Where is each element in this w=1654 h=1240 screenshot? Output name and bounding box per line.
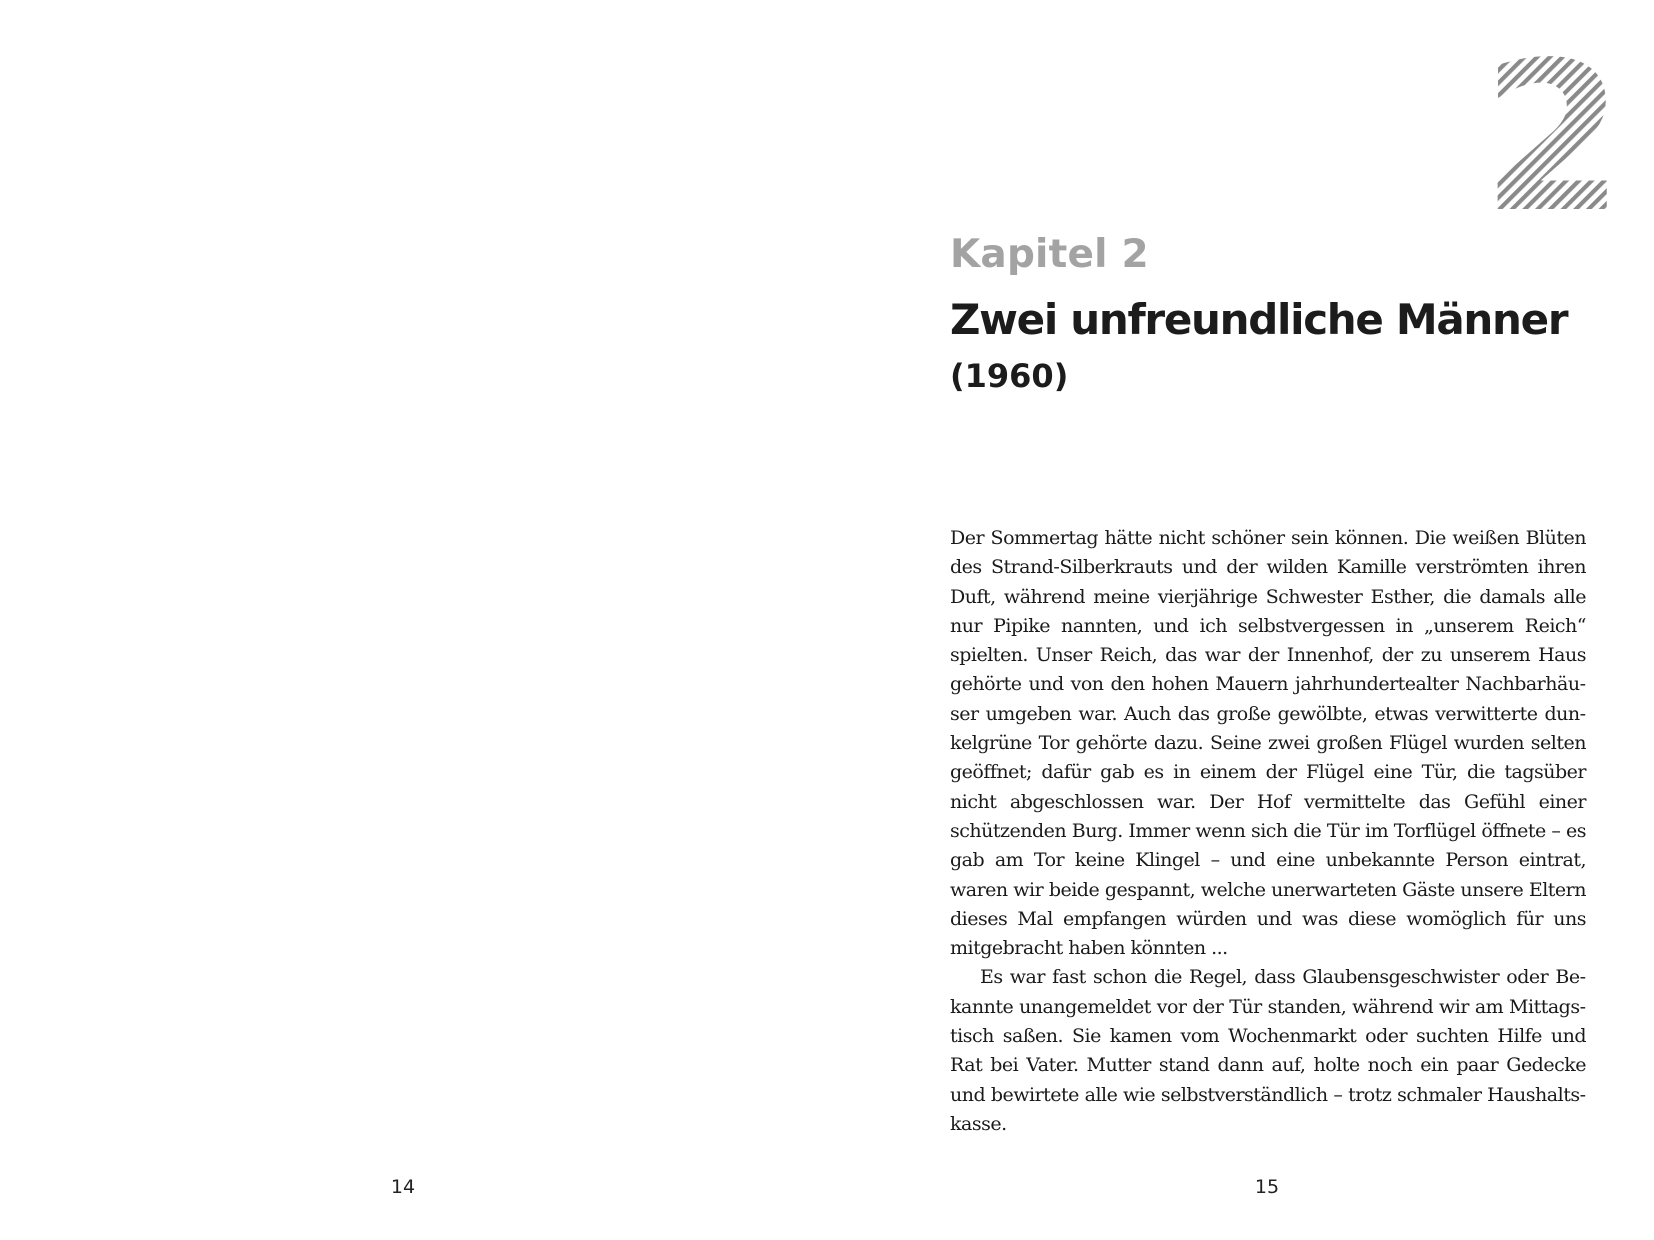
paragraph: Der Sommertag hätte nicht schöner sein können. Die weißen Blüten des Strand-Silberkrauts und der wilden Kamille verströmten ihren Duft, während meine vierjährige Schwester Esther, die damals alle nur Pipike nannten, und ich selbstvergessen in „unserem Reich“ spielten. Unser Reich, das war der Innenhof, der zu unserem Haus gehörte und von den hohen Mauern jahrhundertealter Nachbarhäuser umgeben war. Auch das große gewölbte, etwas verwitterte dunkelgrüne Tor gehörte dazu. Seine zwei großen Flügel wurden selten geöffnet; dafür gab es in einem der Flügel eine Tür, die tagsüber nicht abgeschlossen war. Der Hof vermittelte das Gefühl einer schützenden Burg. Immer wenn sich die Tür im Torflügel öffnete – es gab am Tor keine Klingel – und eine unbekannte Person eintrat, waren wir beide gespannt, welche unerwarteten Gäste unsere Eltern dieses Mal empfangen würden und was diese womöglich für uns mitgebracht haben könnten ... bbox=[950, 527, 1586, 960]
chapter-year: (1960) bbox=[950, 357, 1069, 395]
right-page bbox=[827, 0, 1654, 1240]
chapter-title: Zwei unfreundliche Männer bbox=[950, 295, 1568, 344]
right-page-number: 15 bbox=[1254, 1176, 1280, 1198]
chapter-numeral: 2 bbox=[1481, 18, 1625, 258]
paragraph: Es war fast schon die Regel, dass Glaubensgeschwister oder Bekannte unangemeldet vor der Tür standen, während wir am Mittagstisch saßen. Sie kamen vom Wochenmarkt oder suchten Hilfe und Rat bei Vater. Mutter stand dann auf, holte noch ein paar Gedecke und bewirtete alle wie selbstverständlich – trotz schmaler Haushaltskasse. bbox=[950, 966, 1586, 1135]
chapter-label: Kapitel 2 bbox=[950, 232, 1149, 277]
chapter-body-text bbox=[950, 524, 1586, 1139]
chapter-numeral-graphic bbox=[1481, 18, 1625, 258]
left-page-number: 14 bbox=[390, 1176, 416, 1198]
